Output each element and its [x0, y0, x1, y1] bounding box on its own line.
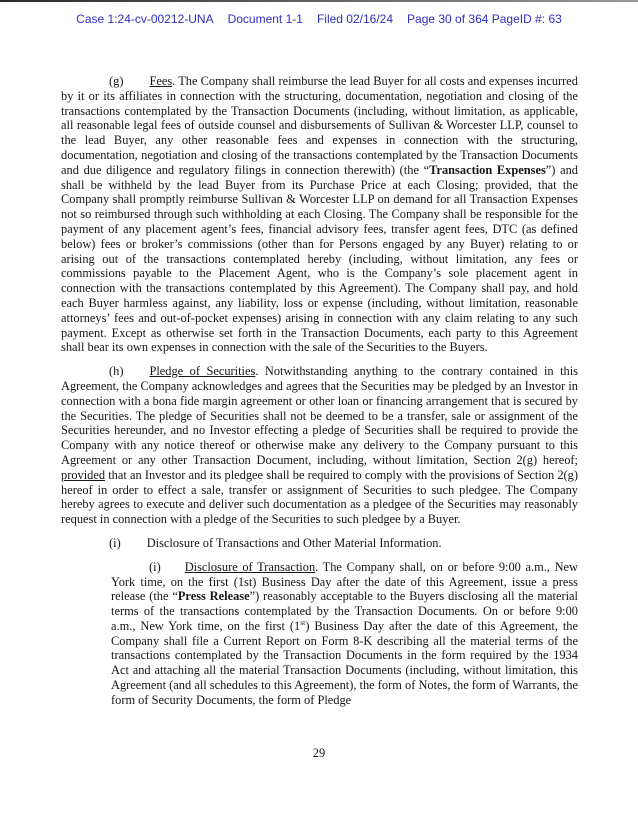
paragraph-h-pledge-of-securities: (h) Pledge of Securities. Notwithstanding anything to the contrary contained in this Agreement, the Company acknowledges and agrees that the Securities may be pledged by an Investor in connection with a bona fide margin agreement or other loan or financing arrangement that is secured by the Securities. The pledge of Securities shall not be deemed to be a transfer, sale or assignment of the Securities hereunder, and no Investor effecting a pledge of Securities shall be required to provide the Company with any notice thereof or otherwise make any delivery to the Company pursuant to this Agreement or any other Transaction Document, including, without limitation, Section 2(g) hereof; provided that an Investor and its pledgee shall be required to comply with the provisions of Section 2(g) hereof in order to effect a sale, transfer or assignment of Securities to such pledgee. The Company hereby agrees to execute and deliver such documentation as a pledgee of the Securities may reasonably request in connection with a pledge of the Securities to such pledgee by a Buyer.	[61, 364, 578, 527]
page-number: 29	[312, 746, 326, 760]
case-stamp	[0, 12, 638, 26]
section-i-heading: (i) Disclosure of Transactions and Other Material Information.	[109, 535, 442, 550]
filed-date: Filed 02/16/24	[316, 12, 394, 26]
document-body	[61, 74, 578, 717]
document-number: Document 1-1	[227, 12, 303, 26]
paragraph-g-fees: (g) Fees. The Company shall reimburse the lead Buyer for all costs and expenses incurred by it or its affiliates in connection with the structuring, documentation, negotiation and closing of the transactions contemplated by the Transaction Documents (including, without limitation, as applicable, all reasonable legal fees of outside counsel and disbursements of Sullivan & Worcester LLP, counsel to the lead Buyer, any other reasonable fees and expenses in connection with the structuring, documentation, negotiation and closing of the transactions contemplated by the Transaction Documents and due diligence and regulatory filings in connection therewith) (the “Transaction Expenses”) and shall be withheld by the lead Buyer from its Purchase Price at each Closing; provided, that the Company shall promptly reimburse Sullivan & Worcester LLP on demand for all Transaction Expenses not so reimbursed through such withholding at each Closing. The Company shall be responsible for the payment of any placement agent’s fees, financial advisory fees, transfer agent fees, DTC (as defined below) fees or broker’s commissions (other than for Persons engaged by any Buyer) relating to or arising out of the transactions contemplated hereby (including, without limitation, any fees or commissions payable to the Placement Agent, who is the Company’s sole placement agent in connection with the transactions contemplated by this Agreement). The Company shall pay, and hold each Buyer harmless against, any liability, loss or expense (including, without limitation, reasonable attorneys’ fees and out-of-pocket expenses) arising in connection with any claim relating to any such payment. Except as otherwise set forth in the Transaction Documents, each party to this Agreement shall bear its own expenses in connection with the sale of the Securities to the Buyers.	[61, 74, 578, 355]
case-number: Case 1:24-cv-00212-UNA	[76, 12, 214, 26]
subparagraph-i-disclosure-of-transaction: (i) Disclosure of Transaction. The Company shall, on or before 9:00 a.m., New York time, on the first (1st) Business Day after the date of this Agreement, issue a press release (the “Press Release”) reasonably acceptable to the Buyers disclosing all the material terms of the transactions contemplated by the Transaction Documents. On or before 9:00 a.m., New York time, on the first (1st) Business Day after the date of this Agreement, the Company shall file a Current Report on Form 8-K describing all the material terms of the transactions contemplated by the Transaction Documents in the form required by the 1934 Act and attaching all the material Transaction Documents (including, without limitation, this Agreement (and all schedules to this Agreement), the form of Notes, the form of Warrants, the form of Security Documents, the form of Pledge	[111, 559, 579, 707]
page-id: Page 30 of 364 PageID #: 63	[407, 12, 562, 26]
page-top-scan-edge	[0, 0, 638, 2]
